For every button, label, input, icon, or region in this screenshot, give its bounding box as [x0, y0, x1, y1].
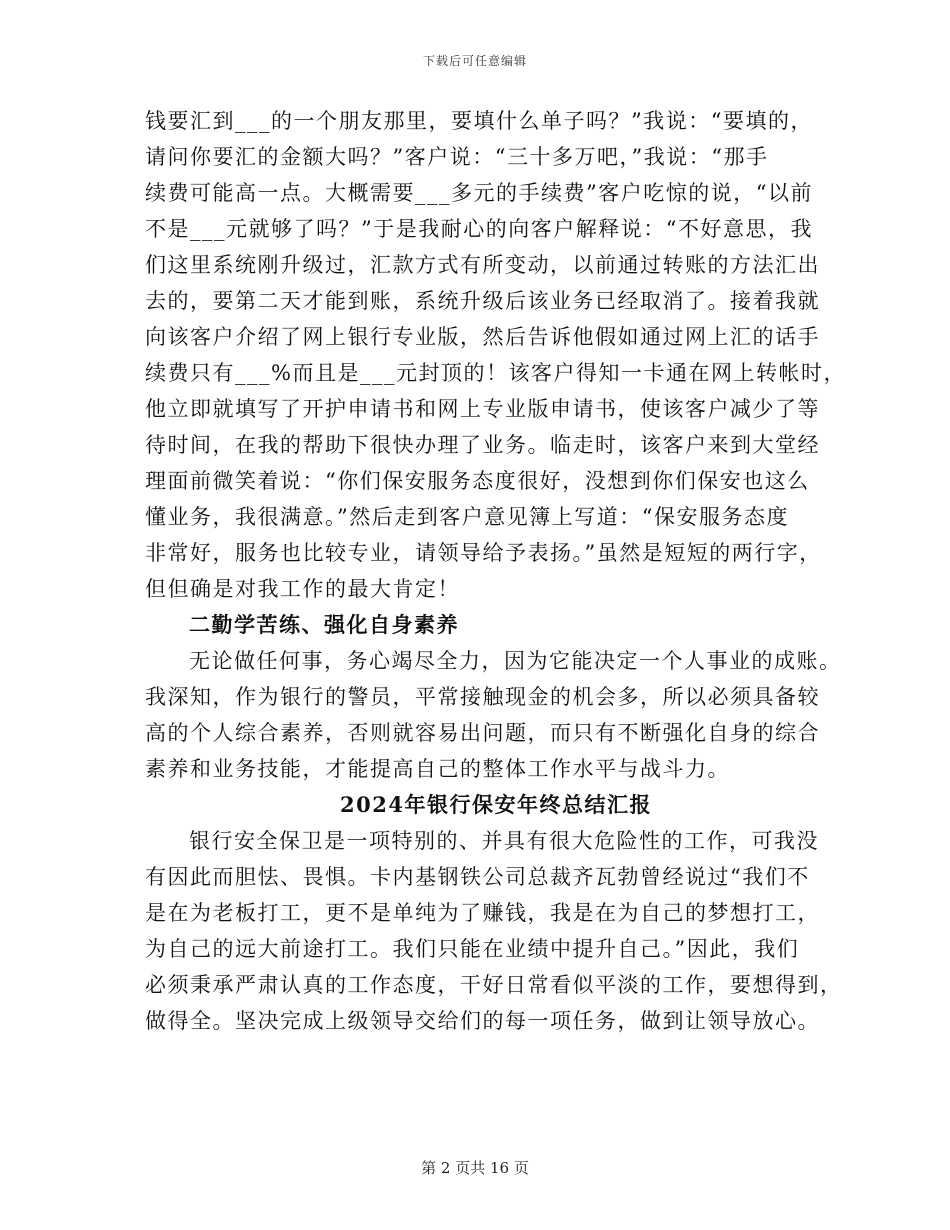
paragraph-line: 但但确是对我工作的最大肯定！ — [145, 577, 460, 601]
page-header: 下载后可任意编辑 — [422, 54, 527, 68]
paragraph-line: 向该客户介绍了网上银行专业版，然后告诉他假如通过网上汇的话手 — [145, 325, 820, 349]
paragraph-line: 无论做任何事，务心竭尽全力，因为它能决定一个人事业的成账。 — [189, 649, 842, 673]
paragraph-line: 钱要汇到___的一个朋友那里，要填什么单子吗？”我说：“要填的， — [145, 109, 813, 133]
paragraph-line: 他立即就填写了开护申请书和网上专业版申请书，使该客户减少了等 — [145, 397, 820, 421]
paragraph-line: 理面前微笑着说：“你们保安服务态度很好，没想到你们保安也这么 — [145, 469, 810, 493]
paragraph-line: 做得全。坚决完成上级领导交给们的每一项任务，做到让领导放心。 — [145, 1009, 820, 1033]
paragraph-line: 银行安全保卫是一项特别的、并具有很大危险性的工作，可我没 — [189, 829, 819, 853]
paragraph-line: 不是___元就够了吗？”于是我耐心的向客户解释说：“不好意思，我 — [145, 217, 813, 241]
paragraph-line: 我深知，作为银行的警员，平常接触现金的机会多，所以必须具备较 — [145, 685, 820, 709]
paragraph-line: 非常好，服务也比较专业，请领导给予表扬。”虽然是短短的两行字， — [145, 541, 822, 565]
paragraph-line: 请问你要汇的金额大吗？”客户说：“三十多万吧，”我说：“那手 — [145, 145, 769, 169]
section-heading: 二勤学苦练、强化自身素养 — [189, 612, 459, 637]
paragraph-line: 续费只有___%而且是___元封顶的！该客户得知一卡通在网上转帐时， — [145, 361, 846, 385]
paragraph-line: 懂业务，我很满意。”然后走到客户意见簿上写道：“保安服务态度 — [145, 505, 789, 529]
paragraph-line: 续费可能高一点。大概需要___多元的手续费”客户吃惊的说，“以前 — [145, 181, 813, 205]
paragraph-line: 们这里系统刚升级过，汇款方式有所变动，以前通过转账的方法汇出 — [145, 253, 820, 277]
page-footer: 第 2 页共 16 页 — [421, 1159, 529, 1177]
paragraph-line: 为自己的远大前途打工。我们只能在业绩中提升自己。”因此，我们 — [145, 937, 800, 961]
paragraph-line: 高的个人综合素养，否则就容易出问题，而只有不断强化自身的综合 — [145, 721, 820, 745]
paragraph-line: 必须秉承严肃认真的工作态度，干好日常看似平淡的工作，要想得到， — [145, 973, 843, 997]
paragraph-line: 去的，要第二天才能到账，系统升级后该业务已经取消了。接着我就 — [145, 289, 820, 313]
document-body — [145, 103, 846, 1039]
document-title: 2024年银行保安年终总结汇报 — [340, 792, 652, 817]
paragraph-line: 是在为老板打工，更不是单纯为了赚钱，我是在为自己的梦想打工， — [145, 901, 820, 925]
paragraph-line: 有因此而胆怯、畏惧。卡内基钢铁公司总裁齐瓦勃曾经说过“我们不 — [145, 865, 810, 889]
paragraph-line: 待时间，在我的帮助下很快办理了业务。临走时，该客户来到大堂经 — [145, 433, 820, 457]
paragraph-line: 素养和业务技能，才能提高自己的整体工作水平与战斗力。 — [145, 757, 730, 781]
